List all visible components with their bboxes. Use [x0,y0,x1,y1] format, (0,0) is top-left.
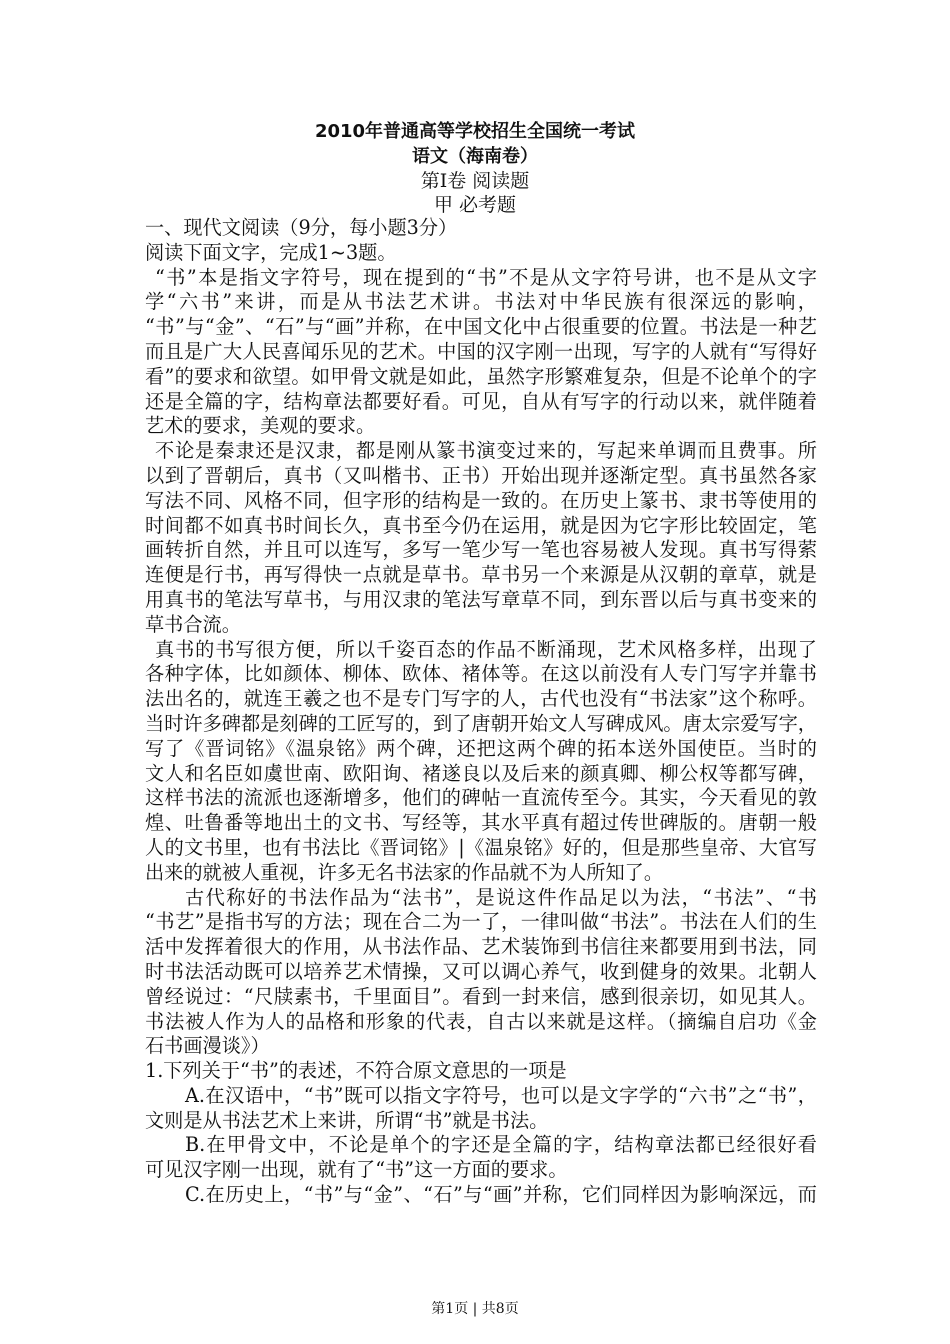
passage-line: 连便是行书，再写得快一点就是草书。草书另一个来源是从汉朝的章草，就是 [145,563,817,587]
section-instruction: 阅读下面文字，完成1~3题。 [145,240,397,264]
passage-line: 书法被人作为人的品格和形象的代表，自古以来就是这样。（摘编自启功《金 [145,1009,817,1033]
passage-line: 不论是秦隶还是汉隶，都是刚从篆书演变过来的，写起来单调而且费事。所 [155,439,817,463]
exam-subtitle: 语文（海南卷） [412,146,538,167]
passage-line: “书”本是指文字符号，现在提到的“书”不是从文字符号讲，也不是从文字 [155,265,817,289]
passage-line: 煌、吐鲁番等地出土的文书、写经等，其水平真有超过传世碑版的。唐朝一般 [145,811,817,835]
passage-line: 这样书法的流派也逐渐增多，他们的碑帖一直流传至今。其实，今天看见的敦 [145,786,817,810]
passage-line: 古代称好的书法作品为“法书”，是说这件作品足以为法，“书法”、“书 [185,885,817,909]
passage-line: 学“六书”来讲，而是从书法艺术讲。书法对中华民族有很深远的影响， [145,290,817,314]
question-line: C.在历史上，“书”与“金”、“石”与“画”并称，它们同样因为影响深远，而 [185,1183,817,1207]
passage-line: 草书合流。 [145,612,241,636]
passage-line: 还是全篇的字，结构章法都要好看。可见，自从有写字的行动以来，就伴随着 [145,389,817,413]
document-body [145,216,817,1208]
page-footer: 第1页 | 共8页 [431,1301,519,1317]
passage-line: 用真书的笔法写草书，与用汉隶的笔法写章草不同，到东晋以后与真书变来的 [145,587,817,611]
passage-line: 看”的要求和欲望。如甲骨文就是如此，虽然字形繁难复杂，但是不论单个的字 [145,364,817,388]
passage-line: 画转折自然，并且可以连写，多写一笔少写一笔也容易被人发现。真书写得萦 [145,538,817,562]
passage-line: 艺术的要求，美观的要求。 [145,414,376,438]
passage-line: 法出名的，就连王羲之也不是专门写字的人，古代也没有“书法家”这个称呼。 [145,687,817,711]
section-instruction: 一、现代文阅读（9分，每小题3分） [145,216,458,239]
question-line: B.在甲骨文中，不论是单个的字还是全篇的字，结构章法都已经很好看 [185,1133,817,1157]
question-line: 可见汉字刚一出现，就有了“书”这一方面的要求。 [145,1158,568,1182]
passage-line: 文人和名臣如虞世南、欧阳询、褚遂良以及后来的颜真卿、柳公权等都写碑， [145,761,817,785]
passage-line: 当时许多碑都是刻碑的工匠写的，到了唐朝开始文人写碑成风。唐太宗爱写字， [145,711,817,735]
passage-line: 时间都不如真书时间长久，真书至今仍在运用，就是因为它字形比较固定，笔 [145,513,817,537]
passage-line: 曾经说过：“尺牍素书，千里面目”。看到一封来信，感到很亲切，如见其人。 [145,984,817,1008]
passage-line: 石书画漫谈》） [145,1034,270,1058]
section-heading: 甲 必考题 [433,194,517,216]
passage-line: 时书法活动既可以培养艺术情操，又可以调心养气，收到健身的效果。北朝人 [145,959,817,983]
question-line: 文则是从书法艺术上来讲，所谓“书”就是书法。 [145,1108,549,1132]
passage-line: 出来的就被人重视，许多无名书法家的作品就不为人所知了。 [145,860,664,884]
passage-line: 真书的书写很方便，所以千姿百态的作品不断涌现，艺术风格多样，出现了 [155,637,817,661]
passage-line: 而且是广大人民喜闻乐见的艺术。中国的汉字刚一出现，写字的人就有“写得好 [145,339,817,363]
passage-line: 写法不同、风格不同，但字形的结构是一致的。在历史上篆书、隶书等使用的 [145,488,817,512]
passage-line: 以到了晋朝后，真书（又叫楷书、正书）开始出现并逐渐定型。真书虽然各家 [145,463,817,487]
passage-line: 写了《晋词铭》《温泉铭》两个碑，还把这两个碑的拓本送外国使臣。当时的 [145,736,817,760]
question-line: A.在汉语中，“书”既可以指文字符号，也可以是文字学的“六书”之“书”， [185,1083,817,1107]
passage-line: 各种字体，比如颜体、柳体、欧体、褚体等。在这以前没有人专门写字并靠书 [145,662,817,686]
passage-line: 活中发挥着很大的作用，从书法作品、艺术装饰到书信往来都要用到书法，同 [145,935,817,959]
passage-line: “书”与“金”、“石”与“画”并称，在中国文化中占很重要的位置。书法是一种艺 [145,315,817,339]
passage-line: “书艺”是指书写的方法；现在合二为一了，一律叫做“书法”。书法在人们的生 [145,910,817,934]
passage-line: 人的文书里，也有书法比《晋词铭》|《温泉铭》好的，但是那些皇帝、大官写 [145,835,817,859]
volume-heading: 第I卷 阅读题 [420,170,530,192]
exam-title: 2010年普通高等学校招生全国统一考试 [314,121,636,142]
question-line: 1.下列关于“书”的表述，不符合原文意思的一项是 [145,1059,567,1083]
